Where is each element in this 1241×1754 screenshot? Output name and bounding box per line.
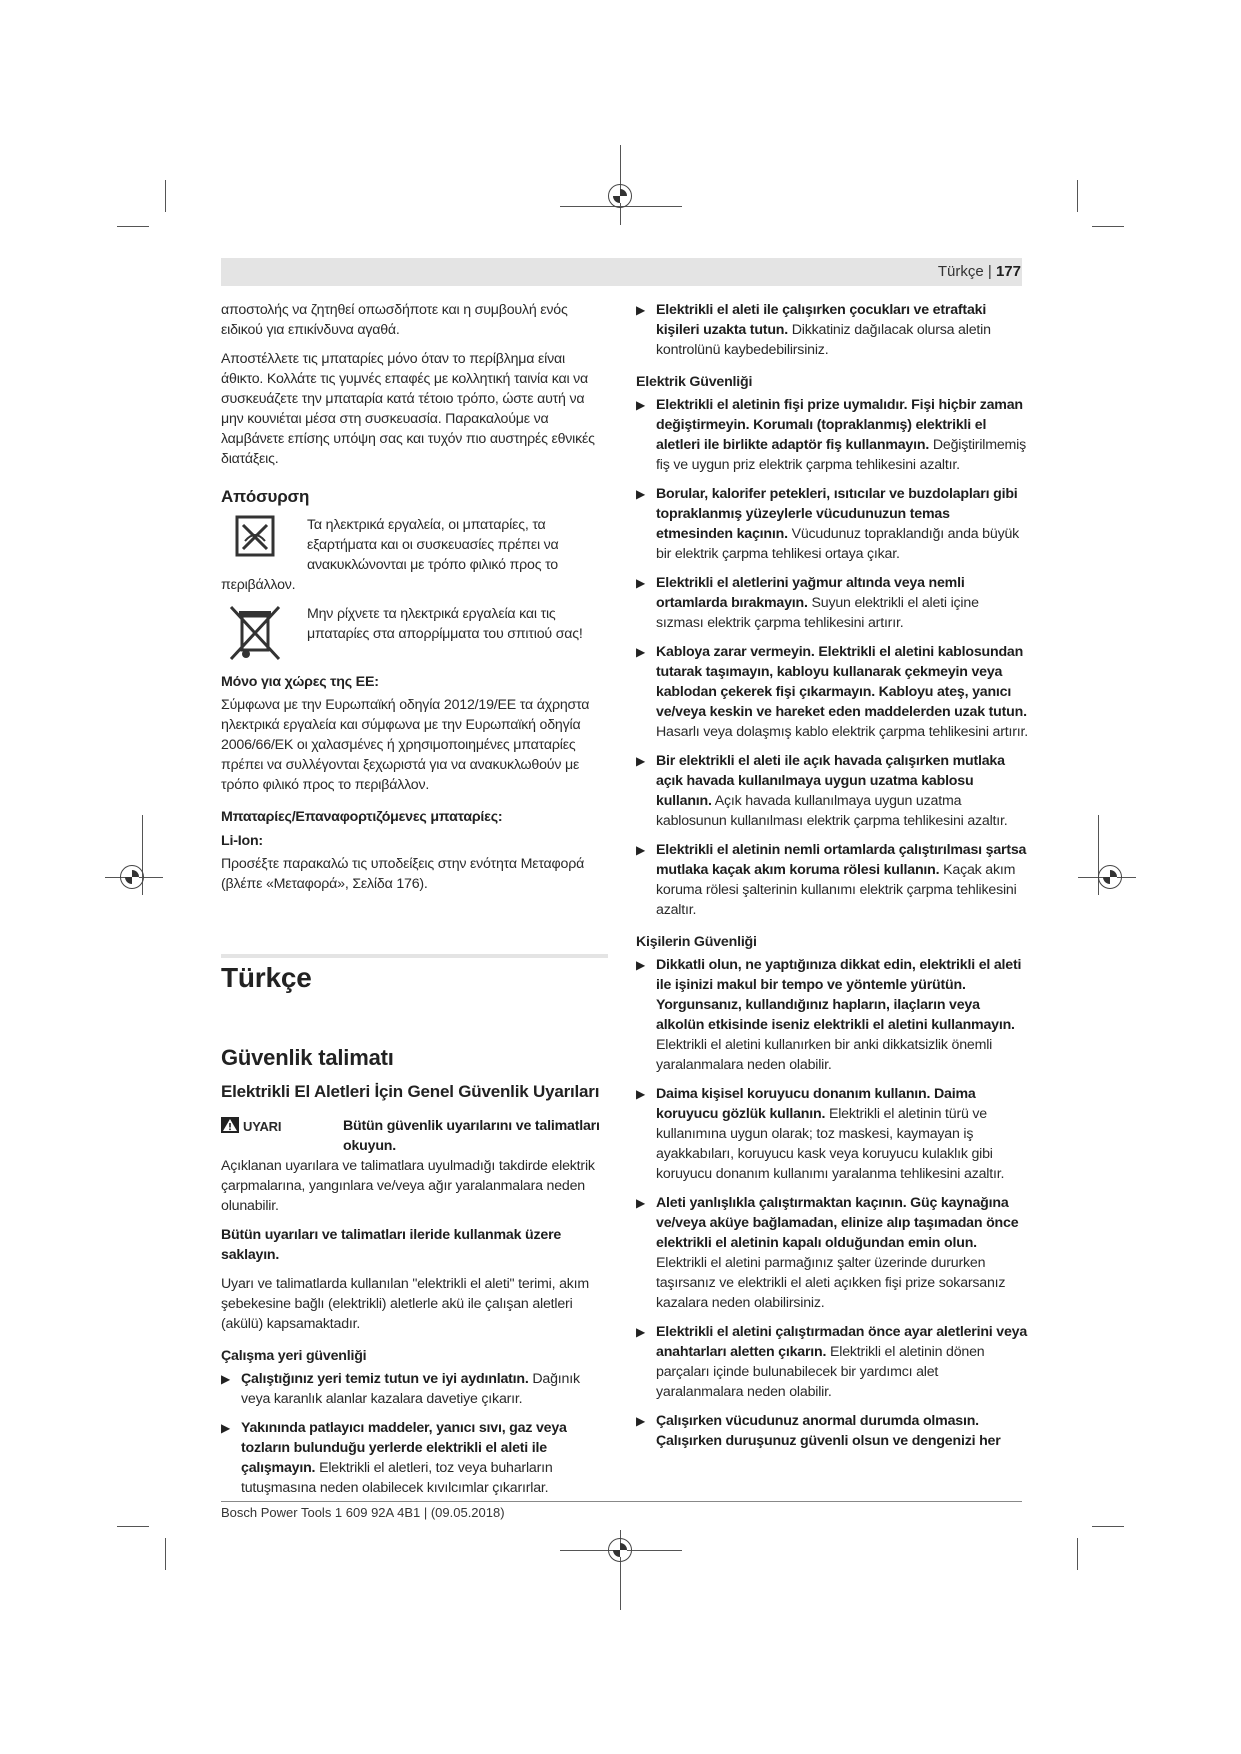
subheading: Elektrik Güvenliği bbox=[636, 374, 753, 390]
section-heading: Απόσυρση bbox=[221, 487, 310, 506]
paragraph: αποστολής να ζητηθεί οπωσδήποτε και η συμβουλή ενός ειδικού για επικίνδυνα αγαθά. bbox=[221, 302, 568, 338]
bullet-item: ▶ Yakınında patlayıcı maddeler, yanıcı sıvı, gaz veya tozların bulunduğu yerlerde elektrikli el aleti ile çalışmayın. Elektrikli el aletleri, toz veya buharların tutuşmasına neden olabilecek kıvılcımlar çıkarırlar. bbox=[221, 1418, 608, 1498]
paragraph: Μην ρίχνετε τα ηλεκτρικά εργαλεία και τις μπαταρίες στα απορρίμματα του σπιτιού σας! bbox=[307, 606, 583, 642]
header-separator: | bbox=[987, 263, 992, 280]
subheading: Çalışma yeri güvenliği bbox=[221, 1348, 367, 1364]
crop-mark bbox=[1092, 1526, 1124, 1527]
subheading: Μπαταρίες/Επαναφορτιζόμενες μπαταρίες: bbox=[221, 809, 503, 825]
subsection-title: Elektrikli El Aletleri İçin Genel Güvenlik Uyarıları bbox=[221, 1082, 600, 1101]
bullet-item: ▶ Elektrikli el aletinin nemli ortamlarda çalıştırılması şartsa mutlaka kaçak akım koruma rölesi kullanın. Kaçak akım koruma rölesi şalterinin kullanımı elektrik çarpma tehlikesini azaltır. bbox=[636, 840, 1028, 920]
disposal-block bbox=[221, 604, 608, 660]
section-title: Güvenlik talimatı bbox=[221, 1045, 394, 1070]
crossed-bin-icon bbox=[221, 604, 289, 660]
bullet-item: ▶ Borular, kalorifer petekleri, ısıtıcılar ve buzdolapları gibi topraklanmış yüzeylerle vücudunuzun temas etmesinden kaçının. Vücudunuz topraklandığı anda büyük bir elektrik çarpma tehlikesi ortaya çıkar. bbox=[636, 484, 1028, 564]
subheading: Kişilerin Güvenliği bbox=[636, 934, 757, 950]
paragraph: Προσέξτε παρακαλώ τις υποδείξεις στην ενότητα Μεταφορά (βλέπε «Μεταφορά», Σελίδα 176). bbox=[221, 856, 585, 892]
subheading: Li-Ion: bbox=[221, 833, 263, 849]
crop-mark bbox=[117, 226, 149, 227]
registration-mark-icon bbox=[608, 184, 632, 208]
bullet-item: ▶ Dikkatli olun, ne yaptığınıza dikkat edin, elektrikli el aleti ile işinizi makul bir tempo ve yöntemle yürütün. Yorgunsanız, kullandığınız hapların, ilaçların veya alkolün etkisinde iseniz elektrikli el aletini kullanmayın. Elektrikli el aletini kullanırken bir anki dikkatsizlik önemli yaralanmalara neden olabilir. bbox=[636, 955, 1028, 1075]
subheading: Μόνο για χώρες της ΕΕ: bbox=[221, 674, 379, 690]
page-number: 177 bbox=[995, 263, 1021, 280]
warning-label bbox=[221, 1116, 331, 1156]
language-title: Türkçe bbox=[221, 962, 312, 993]
bullet-item: ▶ Daima kişisel koruyucu donanım kullanın. Daima koruyucu gözlük kullanın. Elektrikli el aletinin türü ve kullanımına uygun olarak; toz maskesi, kaymayan iş ayakkabıları, koruyucu kask veya koruyucu kulaklık gibi koruyucu donanım kullanımı yaralanma tehlikesini azaltır. bbox=[636, 1084, 1028, 1184]
paragraph: Σύμφωνα με την Ευρωπαϊκή οδηγία 2012/19/ΕΕ τα άχρηστα ηλεκτρικά εργαλεία και σύμφωνα με την Ευρωπαϊκή οδηγία 2006/66/ΕΚ οι χαλασμένες ή χρησιμοποιημένες μπαταρίες πρέπει να συλλέγονται ξεχωριστά για να ανακυκλωθούν με τρόπο φιλικό προς το περιβάλλον. bbox=[221, 697, 590, 793]
warning-label-text: UYARI bbox=[243, 1119, 282, 1134]
crop-mark bbox=[1092, 226, 1124, 227]
bullet-item: ▶ Elektrikli el aletini çalıştırmadan önce ayar aletlerini veya anahtarları aletten çıkarın. Elektrikli el aletinin dönen parçaları içinde bulunabilecek bir yardımcı alet yaralanmalara neden olabilir. bbox=[636, 1322, 1028, 1402]
bullet-item: ▶ Bir elektrikli el aleti ile açık havada çalışırken mutlaka açık havada kullanılmaya uygun uzatma kablosu kullanın. Açık havada kullanılmaya uygun uzatma kablosunun kullanılması elektrik çarpma tehlikesini azaltır. bbox=[636, 751, 1028, 831]
page-header bbox=[938, 263, 1021, 280]
warning-triangle-icon bbox=[221, 1117, 239, 1133]
warning-bold: Bütün güvenlik uyarılarını ve talimatları okuyun. bbox=[343, 1118, 600, 1154]
bullet-item: ▶ Elektrikli el aletinin fişi prize uymalıdır. Fişi hiçbir zaman değiştirmeyin. Korumalı (topraklanmış) elektrikli el aletleri ile birlikte adaptör fiş kullanmayın. Değiştirilmemiş fiş ve uygun priz elektrik çarpma tehlikesini azaltır. bbox=[636, 395, 1028, 475]
paragraph: περιβάλλον. bbox=[221, 577, 296, 593]
registration-mark-icon bbox=[120, 865, 144, 889]
crop-mark bbox=[1077, 180, 1078, 212]
bullet-item: ▶ Elektrikli el aletlerini yağmur altında veya nemli ortamlarda bırakmayın. Suyun elektrikli el aleti içine sızması elektrik çarpma tehlikesini artırır. bbox=[636, 573, 1028, 633]
paragraph-bold: Bütün uyarıları ve talimatları ileride kullanmak üzere saklayın. bbox=[221, 1227, 562, 1263]
paragraph: Uyarı ve talimatlarda kullanılan "elektrikli el aleti" terimi, akım şebekesine bağlı (elektrikli) aletlerle akü ile çalışan aletleri (akülü) kapsamaktadır. bbox=[221, 1276, 590, 1332]
warning-block bbox=[221, 1116, 608, 1156]
title-divider bbox=[221, 954, 608, 958]
header-language: Türkçe bbox=[937, 263, 984, 280]
crop-mark bbox=[117, 1526, 149, 1527]
bullet-item: ▶ Elektrikli el aleti ile çalışırken çocukları ve etraftaki kişileri uzakta tutun. Dikkatiniz dağılacak olursa aletin kontrolünü kaybedebilirsiniz. bbox=[636, 300, 1028, 360]
recycling-icon bbox=[221, 515, 289, 571]
paragraph: Αποστέλλετε τις μπαταρίες μόνο όταν το περίβλημα είναι άθικτο. Κολλάτε τις γυμνές επαφές με κολλητική ταινία και να συσκευάζετε την μπαταρία κατά τέτοιο τρόπο, ώστε αυτή να μην κουνιέται μέσα στη συσκευασία. Παρακαλούμε να λαμβάνετε επίσης υπόψη σας και τυχόν πιο αυστηρές εθνικές διατάξεις. bbox=[221, 351, 595, 467]
bullet-item: ▶ Çalışırken vücudunuz anormal durumda olmasın. Çalışırken duruşunuz güvenli olsun ve dengenizi her bbox=[636, 1411, 1028, 1451]
registration-mark-icon bbox=[608, 1538, 632, 1562]
paragraph: Açıklanan uyarılara ve talimatlara uyulmadığı takdirde elektrik çarpmalarına, yangınlara ve/veya ağır yaralanmalara neden olunabilir. bbox=[221, 1158, 595, 1214]
footer-divider bbox=[221, 1501, 1022, 1502]
bullet-item: ▶ Aleti yanlışlıkla çalıştırmaktan kaçının. Güç kaynağına ve/veya aküye bağlamadan, elinize alıp taşımadan önce elektrikli el aletinin kapalı olduğundan emin olun. Elektrikli el aletini parmağınız şalter üzerinde dururken taşırsanız ve elektrikli el aleti açıkken fişi prize sokarsanız kazalara neden olabilirsiniz. bbox=[636, 1193, 1028, 1313]
crop-mark bbox=[165, 1538, 166, 1570]
bullet-item: ▶ Kabloya zarar vermeyin. Elektrikli el aletini kablosundan tutarak taşımayın, kabloyu kullanarak çekmeyin veya kablodan çekerek fişi çıkarmayın. Kabloyu ateş, yanıcı ve/veya keskin ve hareket eden maddelerden uzak tutun. Hasarlı veya dolaşmış kablo elektrik çarpma tehlikesini artırır. bbox=[636, 642, 1028, 742]
paragraph: Τα ηλεκτρικά εργαλεία, οι μπαταρίες, τα εξαρτήματα και οι συσκευασίες πρέπει να ανακυκλώνονται με τρόπο φιλικό προς το bbox=[307, 517, 559, 573]
disposal-block bbox=[221, 515, 608, 575]
crop-mark bbox=[1077, 1538, 1078, 1570]
left-column bbox=[221, 300, 608, 1507]
right-column bbox=[636, 300, 1028, 1460]
crop-mark bbox=[165, 180, 166, 212]
bullet-item: ▶ Çalıştığınız yeri temiz tutun ve iyi aydınlatın. Dağınık veya karanlık alanlar kazalara davetiye çıkarır. bbox=[221, 1369, 608, 1409]
header-bar bbox=[221, 258, 1022, 286]
page-footer: Bosch Power Tools 1 609 92A 4B1 | (09.05.2018) bbox=[221, 1505, 505, 1520]
registration-mark-icon bbox=[1098, 865, 1122, 889]
